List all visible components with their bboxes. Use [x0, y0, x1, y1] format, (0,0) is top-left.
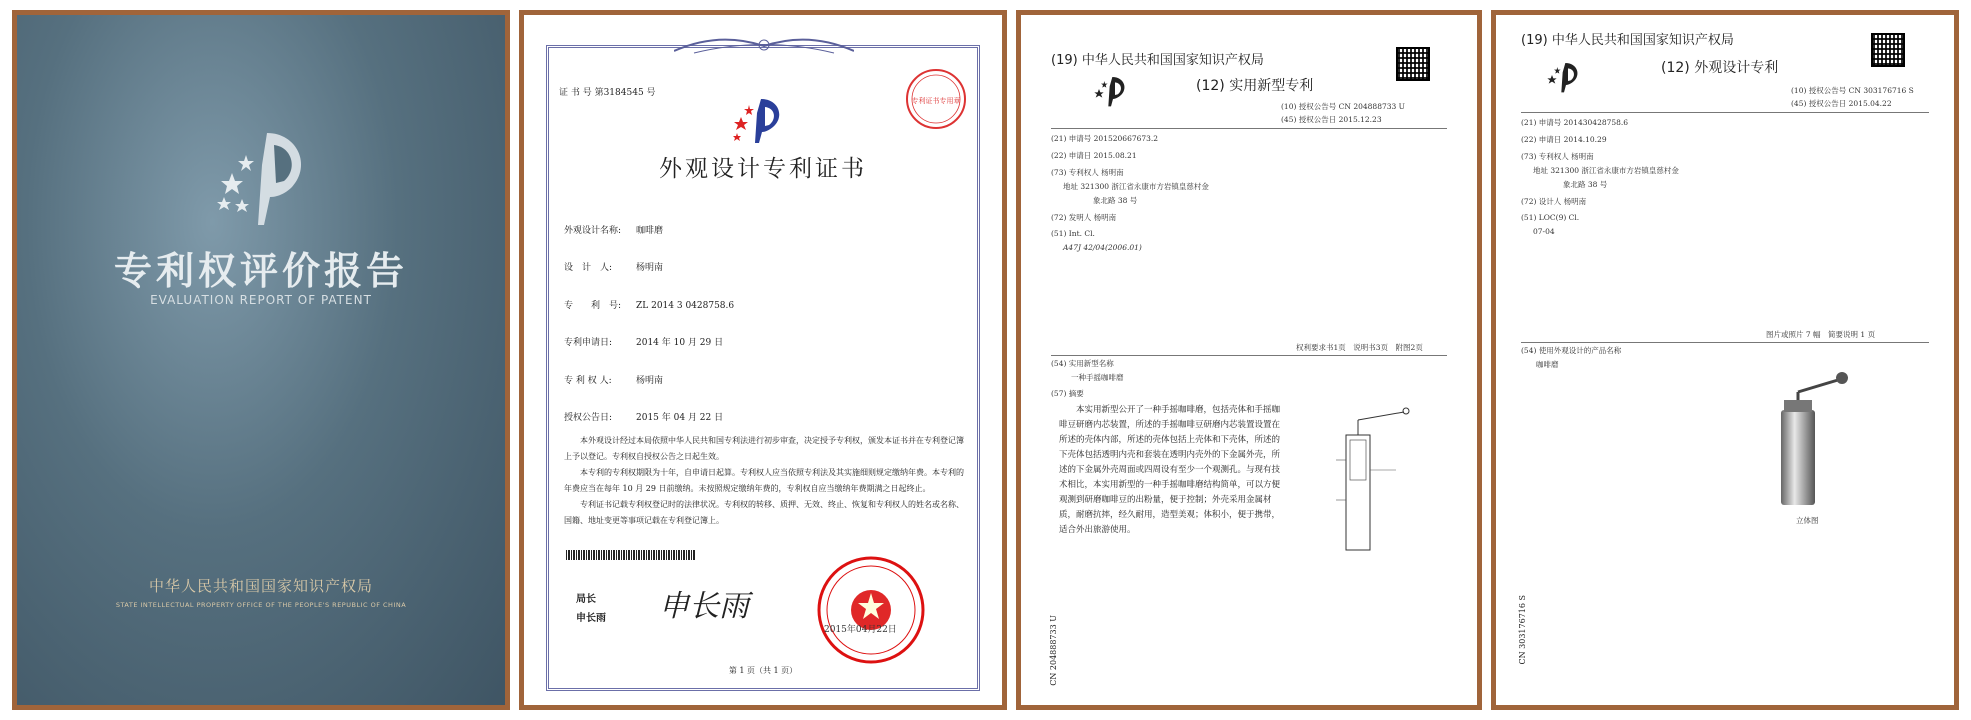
field-value: 杨明南	[636, 376, 664, 386]
title-value: 一种手摇咖啡磨	[1071, 373, 1124, 382]
certificate-paper	[524, 15, 1002, 705]
side-code: CN 303176716 S	[1518, 595, 1527, 665]
patentee: (73) 专利权人 杨明南	[1521, 152, 1594, 161]
field-design-name	[564, 223, 663, 236]
address-line-1: 地址 321300 浙江省永康市方岩镇皇慈村金	[1063, 182, 1209, 191]
address-line-1: 地址 321300 浙江省永康市方岩镇皇慈村金	[1533, 166, 1679, 175]
field-key: 设 计 人:	[564, 263, 613, 273]
signer-name: 申长雨	[576, 613, 606, 624]
utility-model-document	[1016, 10, 1482, 710]
application-date: (22) 申请日 2014.10.29	[1521, 135, 1607, 144]
cnipa-logo-icon	[729, 95, 789, 145]
abstract-label: (57) 摘要	[1051, 389, 1084, 398]
address-line-2: 象北路 38 号	[1093, 196, 1138, 205]
seal-text: 专利证书专用章	[911, 97, 961, 105]
cnipa-logo-icon	[1544, 59, 1584, 95]
cover-org-en: STATE INTELLECTUAL PROPERTY OFFICE OF THE PEOPLE'S REPUBLIC OF CHINA	[115, 601, 407, 609]
field-key: 专利申请日:	[564, 338, 613, 348]
state-seal-icon	[816, 555, 926, 665]
field-key: 专 利 号:	[564, 301, 622, 311]
designer: (72) 设计人 杨明南	[1521, 197, 1587, 206]
patent-seal-icon	[904, 67, 968, 131]
application-number: (21) 申请号 201520667673.2	[1051, 134, 1159, 143]
field-value: 2015 年 04 月 22 日	[636, 413, 724, 423]
certificate-paragraph: 专利证书记载专利权登记时的法律状况。专利权的转移、质押、无效、终止、恢复和专利权人的姓名或名称、国籍、地址变更等事项记载在专利登记簿上。	[564, 500, 964, 525]
title-label: (54) 实用新型名称	[1051, 359, 1114, 368]
cover-title: 专利权评价报告	[113, 248, 408, 293]
signer-role: 局长	[576, 594, 596, 605]
inventor: (72) 发明人 杨明南	[1051, 213, 1117, 222]
barcode	[566, 550, 696, 560]
grinder-photo-icon	[1766, 370, 1856, 510]
grinder-drawing-icon	[1296, 400, 1436, 560]
side-code: CN 204888733 U	[1049, 615, 1058, 686]
document-paper	[1496, 15, 1954, 705]
qr-code	[1396, 47, 1430, 81]
divider	[1521, 112, 1929, 113]
patent-type: (12) 外观设计专利	[1661, 60, 1779, 76]
field-designer	[564, 260, 663, 273]
field-value: 杨明南	[636, 263, 664, 273]
field-application-date	[564, 335, 723, 348]
ornament-icon	[674, 31, 854, 61]
cover-subtitle: EVALUATION REPORT OF PATENT	[150, 293, 372, 307]
page-indicator: 第 1 页（共 1 页）	[728, 666, 798, 675]
publication-number: (10) 授权公告号 CN 303176716 S	[1791, 86, 1914, 95]
handwritten-signature: 申长雨	[659, 589, 749, 624]
field-key: 授权公告日:	[564, 413, 613, 423]
field-grant-date	[564, 410, 723, 423]
divider	[1051, 355, 1447, 356]
design-patent-document	[1491, 10, 1959, 710]
field-patent-number	[564, 298, 734, 311]
page-summary: 权利要求书1页 说明书3页 附图2页	[1296, 343, 1423, 352]
page-summary: 图片或照片 7 幅 简要说明 1 页	[1766, 330, 1876, 339]
publication-date: (45) 授权公告日 2015.04.22	[1791, 99, 1892, 108]
document-paper	[1021, 15, 1477, 705]
field-patentee	[564, 373, 663, 386]
publication-number: (10) 授权公告号 CN 204888733 U	[1281, 102, 1405, 111]
certificate-title: 外观设计专利证书	[659, 156, 867, 182]
loc-label: (51) LOC(9) Cl.	[1521, 213, 1580, 222]
loc-value: 07-04	[1533, 227, 1555, 236]
view-label: 立体图	[1796, 516, 1819, 525]
cnipa-logo-icon	[1091, 73, 1131, 109]
cover-org-cn: 中华人民共和国国家知识产权局	[148, 577, 373, 595]
evaluation-report-cover	[12, 10, 510, 710]
application-date: (22) 申请日 2015.08.21	[1051, 151, 1137, 160]
abstract-text: 本实用新型公开了一种手摇咖啡磨，包括壳体和手摇咖啡豆研磨内芯装置，所述的手摇咖啡豆研磨内芯装置设置在所述的壳体内部，所述的壳体包括上壳体和下壳体，所述的下壳体包括透明内壳和套装在透明内壳外的下金属外壳，所述的下金属外壳周面或四周设有至少一个观测孔。与现有技术相比，本实用新型的一种手摇咖啡磨结构简单，可以方便观测到研磨咖啡豆的出粉量，便于控制；外壳采用金属材质，耐磨抗摔，经久耐用，造型美观；体积小，便于携带，适合外出旅游使用。	[1059, 405, 1281, 535]
field-value: 咖啡磨	[636, 226, 664, 236]
product-label: (54) 使用外观设计的产品名称	[1521, 346, 1622, 355]
cnipa-logo-icon	[212, 125, 322, 235]
int-cl-value: A47J 42/04(2006.01)	[1063, 243, 1142, 252]
field-value: 2014 年 10 月 29 日	[636, 338, 724, 348]
product-value: 咖啡磨	[1536, 360, 1559, 369]
patent-type: (12) 实用新型专利	[1196, 78, 1314, 94]
qr-code	[1871, 33, 1905, 67]
divider	[1051, 128, 1447, 129]
cover-board	[17, 15, 505, 705]
field-key: 外观设计名称:	[564, 226, 622, 236]
divider	[1521, 342, 1929, 343]
address-line-2: 象北路 38 号	[1563, 180, 1608, 189]
patentee: (73) 专利权人 杨明南	[1051, 168, 1124, 177]
issue-date: 2015年04月22日	[824, 625, 897, 635]
field-value: ZL 2014 3 0428758.6	[636, 301, 735, 311]
certificate-number: 证 书 号 第3184545 号	[559, 88, 656, 98]
certificate-paragraph: 本专利的专利权期限为十年，自申请日起算。专利权人应当依照专利法及其实施细则规定缴纳年费。本专利的年费应当在每年 10 月 29 日前缴纳。未按照规定缴纳年费的，专利权自应当缴纳年费期满之日起终止。	[564, 468, 964, 493]
int-cl-label: (51) Int. Cl.	[1051, 229, 1095, 238]
application-number: (21) 申请号 201430428758.6	[1521, 118, 1629, 127]
publication-date: (45) 授权公告日 2015.12.23	[1281, 115, 1382, 124]
certificate-paragraph: 本外观设计经过本局依照中华人民共和国专利法进行初步审查，决定授予专利权，颁发本证书并在专利登记簿上予以登记。专利权自授权公告之日起生效。	[564, 436, 964, 461]
design-patent-certificate	[519, 10, 1007, 710]
office-header: (19) 中华人民共和国国家知识产权局	[1521, 33, 1734, 48]
office-header: (19) 中华人民共和国国家知识产权局	[1051, 53, 1264, 68]
field-key: 专 利 权 人:	[564, 376, 612, 386]
